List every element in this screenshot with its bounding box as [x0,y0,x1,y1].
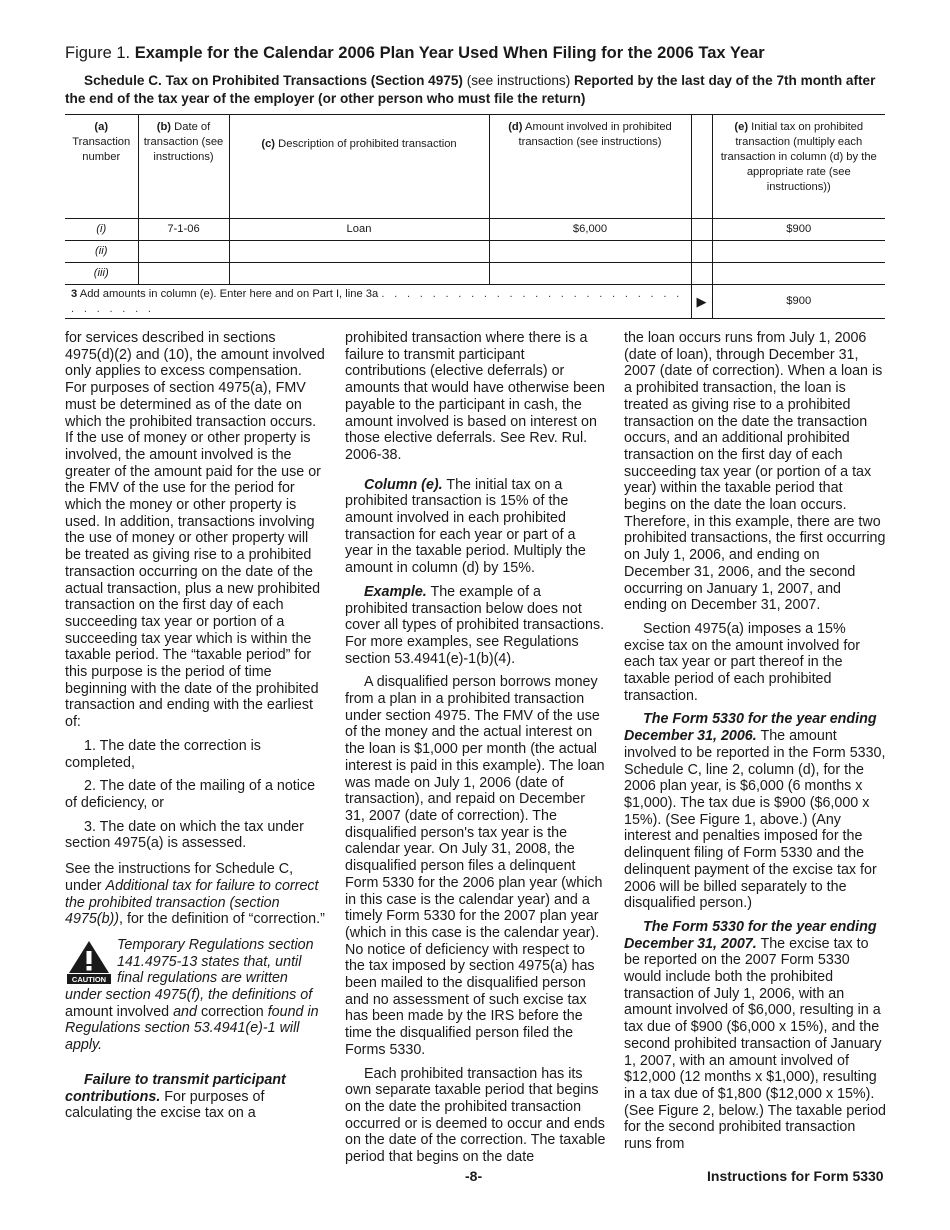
row-amount [489,263,691,285]
row-date: 7-1-06 [138,219,229,241]
header-a: (a) Transaction number [65,115,138,219]
schedule-heading [65,72,895,108]
total-label: Add amounts in column (e). Enter here and on Part I, line 3a [79,287,379,300]
list-item: 2. The date of the mailing of a notice of deficiency, or [65,778,316,811]
total-label-cell [65,285,691,319]
row-spacer [691,219,712,241]
paragraph: Column (e). The initial tax on a prohibited transaction is 15% of the amount involved in each prohibited transaction for each year or part of a year in the taxable period. Multiply the amount in column (d) by 15%. [345,476,586,577]
row-tax [712,263,885,285]
row-description: Loan [229,219,489,241]
header-e: (e) Initial tax on prohibited transaction (multiply each transaction in column (d) by the appropriate rate (see instructions)) [712,115,885,219]
figure-prefix: Figure 1. [65,44,131,62]
figure-title [65,42,895,64]
arrow-icon: ▶ [691,285,712,319]
list-item: 1. The date the correction is completed, [65,737,261,771]
table-row [65,219,885,241]
total-row [65,285,885,319]
paragraph: The Form 5330 for the year ending December 31, 2006. The amount involved to be reported in the Form 5330, Schedule C, line 2, column (d), for the 2006 plan year, is $6,000 (6 months x $1,000). The tax due is $900 ($6,000 x 15%). (See Figure 1, above.) (Any interest and penalties imposed for the delinquent filing of Form 5330 and the delinquent payment of the excise tax for 2006 will be billed separately to the disqualified person.) [624,711,886,912]
row-number: (iii) [65,263,138,285]
paragraph: for services described in sections 4975(d)(2) and (10), the amount involved only applies to excess compensation. For purposes of section 4975(a), FMV must be determined as of the date on which the prohibited transaction occurs. If the use of money or other property is involved, the amount involved is the greater of the amount paid for the use or the FMV of the use for the period for which the money or other property is used. In addition, transactions involving the use of money or other property will be treated as giving rise to a prohibited transaction occurring on the date of the actual transaction, plus a new prohibited transaction on the first day of each succeeding tax year or portion of a succeeding tax year which is within the taxable period. The “taxable period” for this purpose is the period of time beginning with the date of the prohibited transaction and ending with the earliest of: [65,330,325,731]
header-c: (c) Description of prohibited transaction [229,115,489,219]
paragraph: The Form 5330 for the year ending December 31, 2007. The excise tax to be reported on the 2007 Form 5330 would include both the prohibited transaction of July 1, 2006, with an amount involved of $6,000, resulting in a tax due of $900 ($6,000 x 15%), and the second prohibited transaction of January 1, 2007, with an amount involved of $12,000 (12 months x $1,000), resulting in a tax due of $1,800 ($12,000 x 15%). (See Figure 2, below.) The taxable period for the second prohibited transaction runs from [624,918,887,1153]
schedule-c-table [65,114,885,319]
row-number: (i) [65,219,138,241]
row-amount: $6,000 [489,219,691,241]
row-number: (ii) [65,241,138,263]
paragraph: Section 4975(a) imposes a 15% excise tax on the amount involved for each tax year or part thereof in the taxable period of each prohibited transaction. [624,620,861,704]
paragraph: Example. The example of a prohibited transaction below does not cover all types of prohibited transactions. For more examples, see Regulations section 53.4941(e)-1(b)(4). [345,583,605,667]
paragraph: the loan occurs runs from July 1, 2006 (date of loan), through December 31, 2007 (date of correction). When a loan is a prohibited transaction, the loan is treated as giving rise to a prohibited transaction on the date the transaction occurs, and an additional prohibited transaction on the first day of each succeeding tax year (or portion of a tax year) within the taxable period that begins on the date the loan occurs. Therefore, in this example, there are two prohibited transactions, the first occurring on July 1, 2006, and ending on December 31, 2006, and the second occurring on January 1, 2007, and ending on December 31, 2007. [624,330,886,614]
total-leader-dots: . . . . . . . . . . . . . . . . . . . . . . . . . . . . . . . [71,287,683,315]
row-spacer [691,241,712,263]
schedule-title-paren: (see instructions) [466,73,571,88]
row-date [138,241,229,263]
row-description [229,263,489,285]
paragraph: Each prohibited transaction has its own separate taxable period that begins on the date the prohibited transaction occurred or is deemed to occur and ends on the date of the correction. The taxable period that begins on the date [345,1065,606,1166]
paragraph: prohibited transaction where there is a failure to transmit participant contributions (elective deferrals) or amounts that would have otherwise been payable to the participant in cash, the amount involved is based on interest on those elective deferrals. See Rev. Rul. 2006-38. [345,330,605,463]
row-date [138,263,229,285]
row-tax [712,241,885,263]
figure-title-text: Example for the Calendar 2006 Plan Year Used When Filing for the 2006 Tax Year [134,44,765,62]
page-number: -8- [465,1168,483,1184]
row-amount [489,241,691,263]
paragraph: A disqualified person borrows money from a plan in a prohibited transaction under section 4975. The FMV of the use of the money and the actual interest on the loan is $1,000 per month (the actual interest is paid in this example). The loan was made on July 1, 2006 (date of transaction), and repaid on December 31, 2007 (date of correction). The disqualified person's tax year is the calendar year. On July 31, 2008, the disqualified person files a delinquent Form 5330 for the 2006 plan year (which in this case is the calendar year) and a timely Form 5330 for the 2007 plan year (which in this case is the calendar year). No notice of deficiency with respect to the tax imposed by section 4975(a) has been mailed to the disqualified person and no assessment of such excise tax has been made by the IRS before the time the disqualified person filed the Forms 5330. [345,674,605,1058]
row-spacer [691,263,712,285]
paragraph: Failure to transmit participant contributions. For purposes of calculating the excise tax on a [65,1071,286,1122]
header-b: (b) Date of transaction (see instructions) [138,115,229,219]
list-item: 3. The date on which the tax under section 4975(a) is assessed. [65,818,304,852]
row-description [229,241,489,263]
table-row [65,263,885,285]
table-header-row [65,115,885,219]
caution-label: CAUTION [71,974,107,984]
column-3 [624,330,886,1160]
column-1 [65,330,327,1129]
column-2 [345,330,607,1173]
paragraph: See the instructions for Schedule C, under Additional tax for failure to correct the prohibited transaction (section 4975(b)), for the definition of “correction.” [65,861,325,928]
schedule-title-deadline: Reported by the last day of the 7th month after the end of the tax year of the employer (or other person who must file the return) [65,73,876,106]
header-d: (d) Amount involved in prohibited transaction (see instructions) [489,115,691,219]
row-tax: $900 [712,219,885,241]
footer-form-name: Instructions for Form 5330 [707,1168,884,1184]
total-line-number: 3 [71,287,78,300]
total-value: $900 [712,285,885,319]
caution-icon [65,939,113,985]
table-row [65,241,885,263]
schedule-title: Schedule C. Tax on Prohibited Transactions (Section 4975) [84,73,463,88]
caution-note: CAUTION Temporary Regulations section 141.4975-13 states that, until final regulations are written under section 4975(f), the definitions of amount involved and correction found in Regulations section 53.4941(e)-1 will apply. [65,936,319,1054]
header-spacer [691,115,712,219]
